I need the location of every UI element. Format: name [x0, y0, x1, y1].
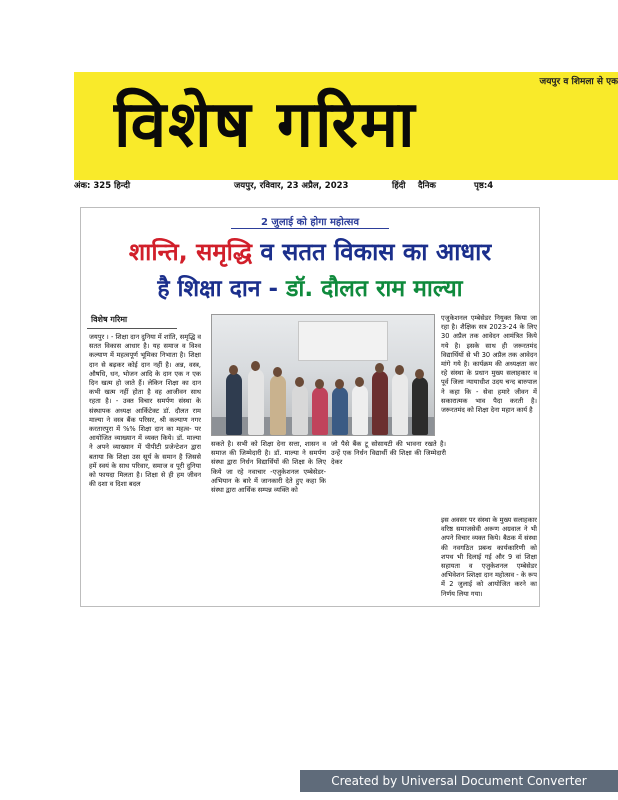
photo-person [248, 369, 264, 435]
byline-rule [87, 328, 177, 329]
newspaper-title: विशेष गरिमा [114, 88, 417, 162]
language-label: हिन्दी [114, 180, 131, 191]
photo-person-head [415, 369, 424, 379]
masthead-tagline: जयपुर व शिमला से एक [539, 77, 618, 87]
article-column-right-top: एजुकेशनल एम्बेसेडर नियुक्त किया जा रहा है। शैक्षिक सत्र 2023-24 के लिए 30 अप्रैल तक आवेदन आमंत्रित किये गये है। इसके साथ ही जरूरतमंद विद्यार्थियों से भी 30 अप्रैल तक आवेदन मांगे गये है। कार्यक्रम की अध्यक्षता कर रहे संस्था के प्रधान मुख्य सलाहकार व पूर्व जिला न्यायाधीश उदय चन्द बारुपाल ने कहा कि - सेवा हमारे जीवन में सकारात्मक भाव पैदा करती है। जरूरतमंद को शिक्षा देना महान कार्य है [441, 314, 537, 415]
photo-person-head [335, 379, 344, 389]
article-column-1: जयपुर । - शिक्षा दान दुनिया में शांति, समृद्धि व सतत विकास आधार है। यह समाज व विश्व कल्याण में महत्वपूर्ण भूमिका निभाता है। शिक्षा दान से बढ़कर कोई दान नहीं है। अन्न, वस्त्र, औषधि, धन, भोजन आदि के दान एक न एक दिन खत्म हो जाते हैं। लेकिन शिक्षा का दान कभी खत्म नहीं होता है वह आजीवन साथ रहता है। - उक्त विचार समर्पण संस्था के संस्थापक अध्यक्ष आर्किटेक्ट डॉ. दौलत राम माल्या ने वस्त्र बैंक परिसर, श्री कल्याण नगर करतारपुरा में %% शिक्षा दान का महत्व- पर आयोजित व्याख्यान में व्यक्त किये। डॉ. माल्या ने अपने व्याख्यान में पीपीटी प्रजेन्टेशन द्वारा बताया कि शिक्षा उस सूर्य के समान है जिससे हमें स्वयं के साथ परिवार, समाज व पूरी दुनिया को फायदा मिलता है। शिक्षा से ही हम जीवन की दशा व दिशा बदल [89, 333, 201, 489]
photo-person-head [229, 365, 238, 375]
edition-date: जयपुर, रविवार, 23 अप्रैल, 2023 [234, 180, 349, 191]
photo-person [270, 375, 286, 435]
photo-person [352, 385, 368, 435]
headline-blue-part-2: है शिक्षा दान - [157, 276, 287, 302]
issue-number: अंक: 325 [74, 180, 112, 191]
photo-person-head [315, 379, 324, 389]
photo-person-head [251, 361, 260, 371]
frequency-label: दैनिक [418, 180, 436, 191]
page-number: पृष्ठ:4 [474, 180, 494, 191]
article-column-3: जो पैसे बैंक टू सोसायटी की भावना रखते है। उन्हें एक निर्धन विद्यार्थी की शिक्षा की जिम्मेदारी देकर [331, 440, 446, 467]
photo-person-head [395, 365, 404, 375]
photo-person [392, 373, 408, 435]
headline-line-1 [81, 235, 539, 268]
converter-watermark: Created by Universal Document Converter [300, 770, 618, 792]
article-page [80, 207, 540, 607]
group-photo [211, 314, 435, 436]
headline-line-2 [81, 271, 539, 303]
photo-person-head [295, 377, 304, 387]
masthead-info-bar [74, 178, 618, 192]
masthead [74, 72, 618, 180]
kicker-underline [231, 228, 389, 229]
language-label-2: हिंदी [392, 180, 406, 191]
photo-person-head [355, 377, 364, 387]
photo-person [372, 371, 388, 435]
photo-banner [298, 321, 388, 361]
headline-green-part: डॉ. दौलत राम माल्या [286, 276, 463, 302]
article-column-2: सकते है। सभी को शिक्षा देना सत्ता, शासन व समाज की जिम्मेदारी है। डॉ. माल्या ने समर्पण संस्था द्वारा निर्धन विद्यार्थियों की शिक्षा के लिए किये जा रहे नवाचार -एजुकेशनल एम्बेसेडर- अभियान के बारे में जानकारी देते हुए कहा कि संस्था द्वारा आर्थिक सम्पन्न व्यक्ति को [211, 440, 326, 495]
article-kicker: 2 जुलाई को होगा महोत्सव [260, 217, 360, 228]
headline-red-part: शान्ति, समृद्धि [128, 238, 253, 266]
photo-person [312, 387, 328, 435]
photo-person [226, 373, 242, 435]
photo-person [292, 385, 308, 435]
photo-person-head [273, 367, 282, 377]
photo-person [332, 387, 348, 435]
headline-blue-part: व सतत विकास का आधार [252, 238, 492, 266]
photo-person [412, 377, 428, 435]
article-column-right-bottom: इस अवसर पर संस्था के मुख्य सलाहकार वरिष्ठ समाजसेवी अरूण अग्रवाल ने भी अपने विचार व्यक्त किये। बैठक में संस्था की नवगठित प्रबन्ध कार्यकारिणी को शपथ भी दिलाई गई और 9 वां शिक्षा सहायता व एजुकेशनल एम्बेसेडर अभिवेशन श्शिक्षा दान महोत्सव - के रूप में 2 जुलाई को आयोजित करने का निर्णय लिया गया। [441, 516, 537, 598]
byline: विशेष गरिमा [91, 315, 128, 324]
photo-person-head [375, 363, 384, 373]
